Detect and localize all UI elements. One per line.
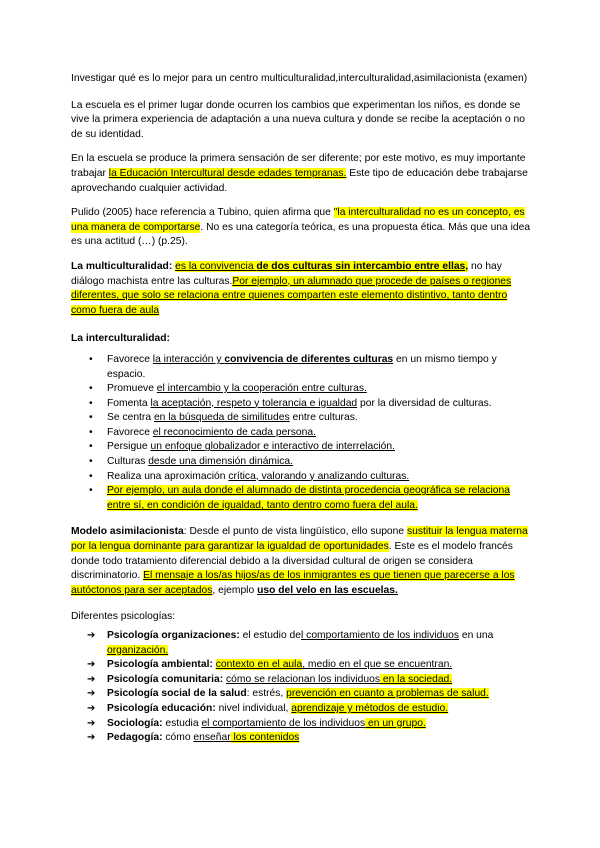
highlight-intercultural-education: la Educación Intercultural desde edades tempranas.	[108, 167, 347, 179]
intro-paragraph: La escuela es el primer lugar donde ocurren los cambios que experimentan los niños, es donde se vive la primera experiencia de adaptación a una nueva cultura y donde se recibe la aceptación o no de su identidad.	[71, 99, 525, 140]
list-item: ➔ Psicología educación: nivel individual, aprendizaje y métodos de estudio.	[107, 702, 531, 717]
arrow-right-icon: ➔	[87, 688, 96, 700]
multiculturalidad-label: La multiculturalidad:	[71, 260, 173, 272]
list-item: ➔ Psicología organizaciones: el estudio del comportamiento de los individuos en una organización.	[87, 630, 494, 656]
list-item: • Fomenta la aceptación, respeto y tolerancia e igualdad por la diversidad de culturas.	[107, 397, 531, 412]
arrow-right-icon: ➔	[87, 702, 96, 714]
list-item	[107, 484, 531, 513]
list-item: • Favorece la interacción y convivencia de diferentes culturas en un mismo tiempo y espacio.	[107, 353, 531, 382]
list-item: • Favorece el reconocimiento de cada persona.	[107, 426, 531, 441]
arrow-right-icon: ➔	[87, 732, 96, 744]
arrow-right-icon: ➔	[87, 630, 96, 641]
paragraph-multiculturalidad: La multiculturalidad: es la convivencia de dos culturas sin intercambio entre ellas, no hay diálogo machista entre las culturas.Por ejemplo, un alumnado que procede de países o regiones diferentes, que solo se relaciona entre quienes comparten este elemento distintivo, tanto dentro como fuera de aula	[71, 260, 512, 316]
document-title: Investigar qué es lo mejor para un centro multiculturalidad,interculturalidad,asimilacionista (examen)	[71, 73, 528, 84]
multiculturalidad-example: Por ejemplo, un alumnado que procede de países o regiones diferentes, que solo se relaciona entre quienes comparten este elemento distintivo, tanto dentro como fuera de aula	[71, 275, 512, 316]
list-item: ➔ Psicología ambiental: contexto en el aula, medio en el que se encuentran.	[107, 658, 531, 673]
arrow-right-icon: ➔	[87, 659, 96, 671]
list-item: • Realiza una aproximación crítica, valorando y analizando culturas.	[107, 470, 531, 485]
list-item: ➔ Sociología: estudia el comportamiento de los individuos en un grupo.	[107, 717, 531, 732]
list-item: • Se centra en la búsqueda de similitudes entre culturas.	[107, 411, 531, 426]
paragraph-pulido-quote: Pulido (2005) hace referencia a Tubino, quien afirma que "la interculturalidad no es un concepto, es una manera de comportarse. No es una categoría teórica, es una propuesta ética. Más que una idea es una actitud (…) (p.25).	[71, 207, 531, 248]
paragraph-asimilacionista: Modelo asimilacionista: Desde el punto de vista lingüístico, ello supone sustituir la lengua materna por la lengua dominante para garantizar la igualdad de oportunidades. Este es el modelo francés donde todo tratamiento diferencial debido a la diversidad cultural de origen se considera discriminatorio. El mensaje a los/as hijos/as de los inmigrantes es que tienen que parecerse a los autóctonos para ser aceptados, ejemplo uso del velo en las escuelas.	[71, 526, 528, 596]
list-item: • Culturas desde una dimensión dinámica.	[107, 455, 531, 470]
list-item: ➔ Psicología comunitaria: cómo se relacionan los individuos en la sociedad.	[107, 673, 531, 688]
list-item: ➔ Pedagogía: cómo enseñar los contenidos	[107, 731, 531, 746]
list-item: • Promueve el intercambio y la cooperación entre culturas.	[107, 382, 531, 397]
arrow-right-icon: ➔	[87, 717, 96, 729]
interculturalidad-list	[71, 353, 531, 514]
arrow-right-icon: ➔	[87, 673, 96, 685]
document-body	[71, 72, 531, 746]
psicologias-heading: Diferentes psicologías:	[71, 611, 176, 623]
psicologias-list	[71, 629, 531, 746]
interculturalidad-heading: La interculturalidad:	[71, 333, 170, 345]
interculturalidad-example: Por ejemplo, un aula donde el alumnado de distinta procedencia geográfica se relaciona entre sí, en condición de igualdad, tanto dentro como fuera del aula.	[107, 485, 510, 511]
paragraph-early-education: En la escuela se produce la primera sensación de ser diferente; por este motivo, es muy importante trabajar la Educación Intercultural desde edades tempranas. Este tipo de educación debe trabajarse aprovechando cualquier actividad.	[71, 153, 528, 194]
highlight-quote: "la interculturalidad no es un concepto, es una manera de comportarse	[71, 207, 525, 233]
asimilacionista-label: Modelo asimilacionista	[71, 526, 184, 538]
list-item: • Persigue un enfoque globalizador e interactivo de interrelación.	[107, 440, 531, 455]
list-item: ➔ Psicología social de la salud: estrés, prevención en cuanto a problemas de salud.	[107, 687, 531, 702]
